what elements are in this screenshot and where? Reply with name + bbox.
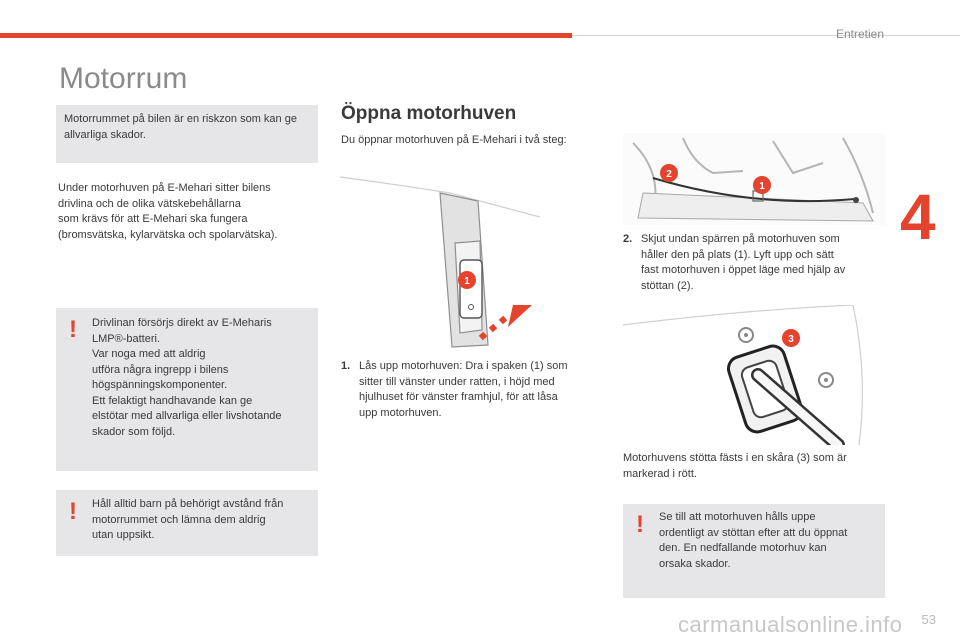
bonnet-latch-illustration [623,133,885,225]
warning-box-bonnet-stay [623,504,885,598]
section-label: Entretien [835,27,884,41]
warning-text-high-voltage: Drivlinan försörjs direkt av E-Meharis LMP®-batteri. Var noga med att aldrig utföra några ingrepp i bilens högspänningskomponenter. Ett felaktigt handhavande kan ge elstötar med allvarliga eller livshotande skador som följd. [92,317,282,438]
page-number: 53 [921,612,936,627]
page-title: Motorrum [59,62,188,95]
intro-box [56,105,318,163]
step-1 [341,359,611,421]
step-2-text: Skjut undan spärren på motorhuven som håller den på plats (1). Lyft upp och sätt fast motorhuven i öppet läge med hjälp av stöttan (2). [641,233,846,292]
bonnet-stay-illustration [623,305,885,445]
header-rule [572,35,960,36]
intro-text: Motorrummet på bilen är en riskzon som kan ge allvarliga skador. [64,113,297,141]
lead-text: Du öppnar motorhuven på E-Mehari i två steg: [341,134,567,146]
warning-box-high-voltage [56,308,318,471]
step-1-number: 1. [341,360,351,372]
warning-icon: ! [69,316,77,343]
warning-icon: ! [636,511,644,538]
engine-description: Under motorhuven på E-Mehari sitter bilens drivlina och de olika vätskebehållarna som krävs för att E-Mehari ska fungera (bromsvätska, kylarvätska och spolarvätska). [58,182,278,241]
warning-text-children: Håll alltid barn på behörigt avstånd från motorrummet och lämna dem aldrig utan uppsikt. [92,498,284,541]
step-1-text: Lås upp motorhuven: Dra i spaken (1) som sitter till vänster under ratten, i höjd med hjulhuset för vänster framhjul, för att låsa upp motorhuven. [359,360,568,419]
warning-icon: ! [69,498,77,525]
watermark: carmanualsonline.info [678,612,903,637]
section-subtitle: Öppna motorhuven [341,103,517,124]
callout-1-label: 1 [464,276,470,287]
step-2-number: 2. [623,233,633,245]
warning-text-bonnet-stay: Se till att motorhuven hålls uppe ordentligt av stöttan efter att du öppnat den. En nedfallande motorhuv kan orsaka skador. [659,511,848,570]
callout-1b-label: 1 [759,181,765,192]
callout-2-label: 2 [666,169,672,180]
stay-notch-text: Motorhuvens stötta fästs i en skåra (3) som är markerad i rött. [623,452,847,480]
callout-3-label: 3 [788,334,794,345]
warning-box-children [56,490,318,556]
bonnet-release-lever-illustration [340,165,540,355]
header-accent-bar [0,33,572,38]
chapter-number: 4 [900,181,936,253]
step-2 [623,232,885,294]
